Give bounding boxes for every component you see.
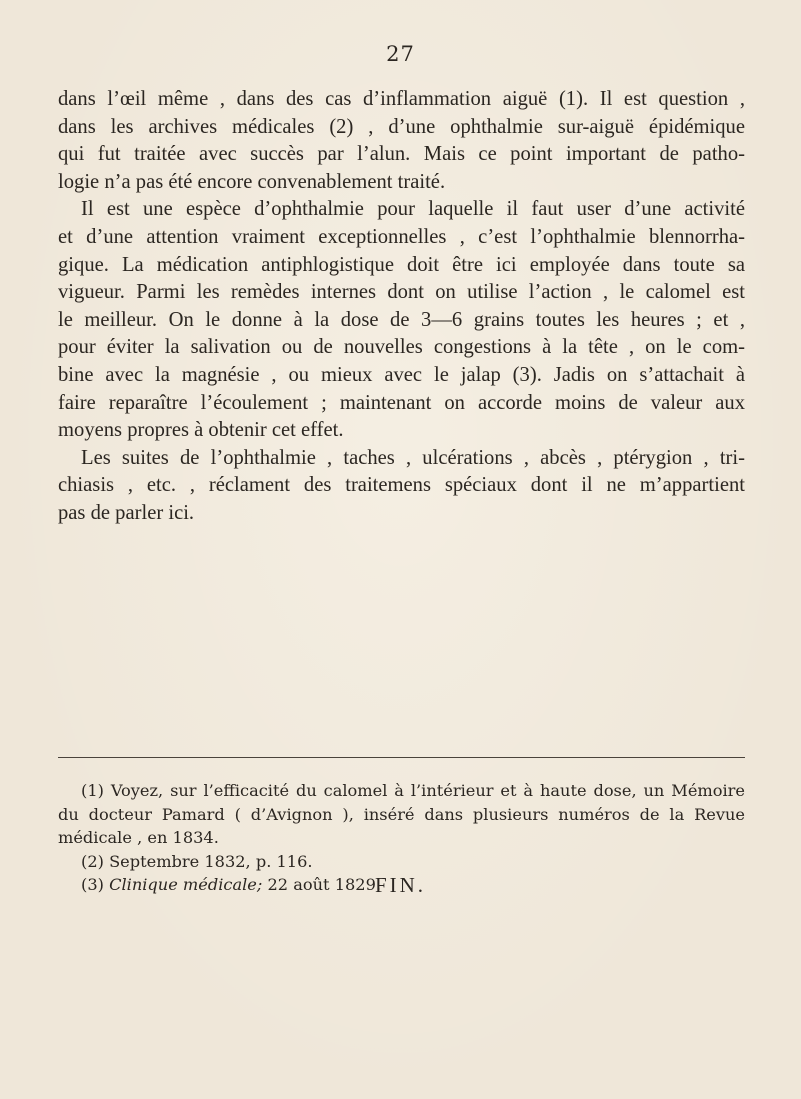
footnote-marker: (3) — [81, 875, 110, 894]
paragraph-2 — [58, 196, 745, 444]
text-line: moyens propres à obtenir cet effet. — [58, 419, 344, 442]
text-line: pour éviter la salivation ou de nouvelles congestions à la tête , on le com- — [58, 336, 745, 359]
end-mark: FIN. — [374, 873, 427, 897]
footnote-title: Clinique médicale; — [109, 875, 263, 894]
text-line: le meilleur. On le donne à la dose de 3—6 grains toutes les heures ; et , — [58, 308, 745, 331]
text-line: Les suites de l’ophthalmie , taches , ulcérations , abcès , ptérygion , tri- — [81, 446, 745, 469]
text-line: qui fut traitée avec succès par l’alun. Mais ce point important de patho- — [58, 143, 745, 166]
text-line: bine avec la magnésie , ou mieux avec le jalap (3). Jadis on s’attachait à — [58, 363, 745, 386]
footnote-2 — [58, 850, 745, 874]
text-line: faire reparaître l’écoulement ; maintenant on accorde moins de valeur aux — [58, 391, 745, 414]
text-line: chiasis , etc. , réclament des traitemens spéciaux dont il ne m’appartient — [58, 474, 745, 497]
text-line: logie n’a pas été encore convenablement traité. — [58, 170, 446, 193]
footnote-line: (2) Septembre 1832, p. 116. — [81, 851, 313, 871]
text-line: dans l’œil même , dans des cas d’inflammation aiguë (1). Il est question , — [58, 88, 745, 110]
page-number: 27 — [386, 42, 415, 66]
text-line: pas de parler ici. — [58, 501, 195, 524]
text-line: vigueur. Parmi les remèdes internes dont on utilise l’action , le calomel est — [58, 281, 745, 304]
text-line: dans les archives médicales (2) , d’une ophthalmie sur-aiguë épidémique — [58, 115, 745, 138]
footnote-divider — [58, 757, 745, 758]
paragraph-3 — [58, 445, 745, 528]
footnote-line: médicale , en 1834. — [58, 828, 219, 847]
footnote-line: (1) Voyez, sur l’efficacité du calomel à l’intérieur et à haute dose, un Mémoire — [81, 781, 745, 800]
paragraph-1 — [58, 86, 745, 196]
text-line: Il est une espèce d’ophthalmie pour laquelle il faut user d’une activité — [81, 198, 745, 221]
footnote-line: du docteur Pamard ( d’Avignon ), inséré dans plusieurs numéros de la Revue — [58, 804, 745, 824]
main-text — [58, 86, 745, 528]
text-line: gique. La médication antiphlogistique doit être ici employée dans toute sa — [58, 253, 745, 276]
footnote-date: 22 août 1829. — [262, 875, 382, 894]
text-line: et d’une attention vraiment exceptionnelles , c’est l’ophthalmie blennorrha- — [58, 225, 745, 248]
footnote-1 — [58, 779, 745, 850]
